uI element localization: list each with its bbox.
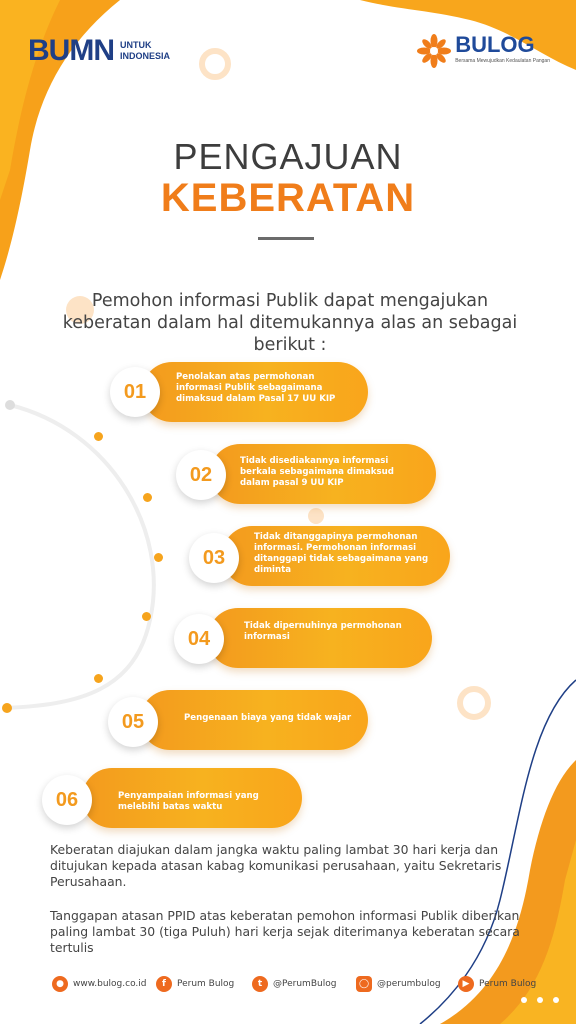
- timeline-start-dot: [5, 400, 15, 410]
- reason-item-03-text: Tidak ditanggapinya permohonan informasi. Permohonan informasi ditanggapi tidak sebagaimana yang diminta: [254, 532, 429, 575]
- reason-item-02-number: 02: [176, 450, 226, 500]
- soft-dot-2: [308, 508, 324, 524]
- reason-item-06-number: 06: [42, 775, 92, 825]
- instagram-icon: ◯: [356, 976, 372, 992]
- reason-item-01-text: Penolakan atas permohonan informasi Publik sebagaimana dimaksud dalam Pasal 17 UU KIP: [176, 372, 336, 404]
- timeline-dot: [143, 493, 152, 502]
- twitter-icon: t: [252, 976, 268, 992]
- timeline-dot: [94, 674, 103, 683]
- bulog-flower-icon: [417, 34, 451, 68]
- bulog-logo: [417, 34, 550, 68]
- ring-right: [460, 689, 488, 717]
- footer-twitter-label: @PerumBulog: [273, 979, 337, 989]
- reason-item-04-number: 04: [174, 614, 224, 664]
- timeline-dot: [154, 553, 163, 562]
- bumn-tagline-1: UNTUK: [120, 40, 152, 50]
- footer-youtube-label: Perum Bulog: [479, 979, 537, 989]
- timeline-end-dot: [2, 703, 12, 713]
- footer-youtube[interactable]: [458, 976, 536, 992]
- page-title-line2: KEBERATAN: [160, 176, 416, 220]
- bulog-logo-text: BULOG: [455, 32, 535, 57]
- reason-item-01-number: 01: [110, 367, 160, 417]
- bumn-logo-text: BUMN: [28, 34, 114, 67]
- ring-top: [202, 51, 228, 77]
- title-divider: [258, 237, 314, 240]
- soft-dot-3: [521, 997, 527, 1003]
- timeline-arc: [5, 405, 154, 708]
- reason-item-02-text: Tidak disediakannya informasi berkala sebagaimana dimaksud dalam pasal 9 UU KIP: [240, 456, 394, 488]
- soft-dot-4: [537, 997, 543, 1003]
- reason-item-04-text: Tidak dipernuhinya permohonan informasi: [244, 621, 402, 642]
- deadline-paragraph: Keberatan diajukan dalam jangka waktu paling lambat 30 hari kerja dan ditujukan kepada atasan kabag komunikasi perusahaan, yaitu Sekretaris Perusahaan.: [50, 842, 502, 889]
- reason-item-03-number: 03: [189, 533, 239, 583]
- footer-website[interactable]: [52, 976, 147, 992]
- soft-dot-5: [553, 997, 559, 1003]
- response-paragraph: Tanggapan atasan PPID atas keberatan pemohon informasi Publik diberikan paling lambat 30 (tiga Puluh) hari kerja sejak diterimanya keberatan secara tertulis: [50, 908, 520, 955]
- footer-website-label: www.bulog.co.id: [73, 979, 147, 989]
- bumn-logo: [28, 36, 170, 66]
- page-title-line1: PENGAJUAN: [173, 136, 403, 177]
- reason-item-05-text: Pengenaan biaya yang tidak wajar: [184, 713, 352, 723]
- reason-item-06-text: Penyampaian informasi yang melebihi batas waktu: [118, 791, 259, 812]
- intro-text: Pemohon informasi Publik dapat mengajukan keberatan dalam hal ditemukannya alas an sebagai berikut :: [62, 291, 518, 355]
- bulog-tagline: Bersama Mewujudkan Kedaulatan Pangan: [455, 58, 550, 64]
- globe-icon: ●: [52, 976, 68, 992]
- footer-facebook[interactable]: [156, 976, 234, 992]
- footer-instagram-label: @perumbulog: [377, 979, 441, 989]
- facebook-icon: f: [156, 976, 172, 992]
- footer-twitter[interactable]: [252, 976, 336, 992]
- timeline-dot: [142, 612, 151, 621]
- reason-item-05-number: 05: [108, 697, 158, 747]
- timeline-dot: [94, 432, 103, 441]
- footer-instagram[interactable]: [356, 976, 441, 992]
- footer-facebook-label: Perum Bulog: [177, 979, 235, 989]
- bumn-tagline-2: INDONESIA: [120, 51, 171, 61]
- youtube-icon: ▶: [458, 976, 474, 992]
